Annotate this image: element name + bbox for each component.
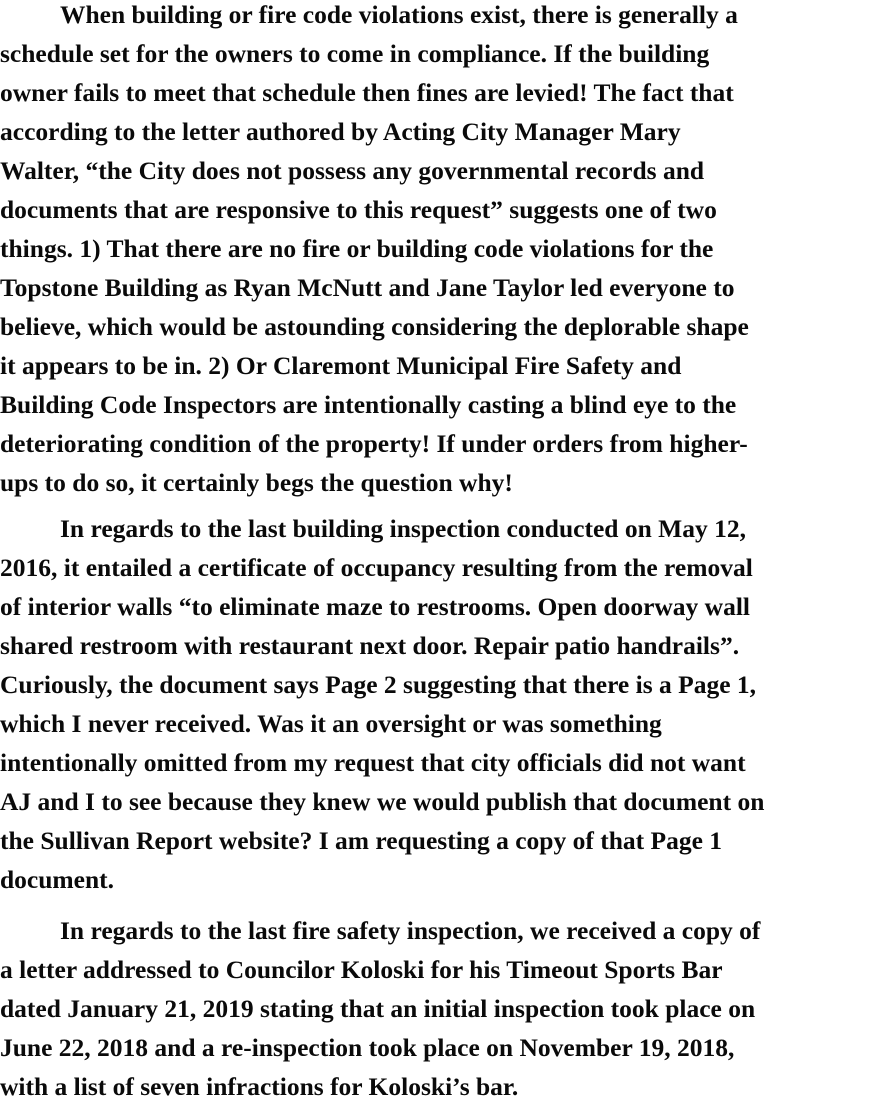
text-line: June 22, 2018 and a re-inspection took place on November 19, 2018, (0, 1033, 735, 1062)
paragraph-code-violations (0, 0, 880, 502)
text-line: In regards to the last fire safety inspection, we received a copy of (60, 916, 761, 945)
text-line: according to the letter authored by Acting City Manager Mary (0, 117, 681, 146)
paragraph-fire-inspection (0, 911, 880, 1106)
text-line: schedule set for the owners to come in compliance. If the building (0, 39, 710, 68)
text-line: a letter addressed to Councilor Koloski for his Timeout Sports Bar (0, 955, 723, 984)
text-line: Walter, “the City does not possess any governmental records and (0, 156, 705, 185)
text-line: shared restroom with restaurant next door. Repair patio handrails”. (0, 631, 740, 660)
text-line: believe, which would be astounding considering the deplorable shape (0, 312, 749, 341)
text-line: 2016, it entailed a certificate of occupancy resulting from the removal (0, 553, 753, 582)
text-line: document. (0, 865, 115, 894)
text-line: When building or fire code violations exist, there is generally a (60, 0, 738, 29)
text-line: things. 1) That there are no fire or building code violations for the (0, 234, 714, 263)
text-line: In regards to the last building inspection conducted on May 12, (60, 514, 746, 543)
text-line: intentionally omitted from my request that city officials did not want (0, 748, 746, 777)
text-line: the Sullivan Report website? I am requesting a copy of that Page 1 (0, 826, 723, 855)
text-line: dated January 21, 2019 stating that an initial inspection took place on (0, 994, 756, 1023)
text-line: of interior walls “to eliminate maze to restrooms. Open doorway wall (0, 592, 751, 621)
text-line: documents that are responsive to this request” suggests one of two (0, 195, 717, 224)
text-line: it appears to be in. 2) Or Claremont Municipal Fire Safety and (0, 351, 682, 380)
text-line: Curiously, the document says Page 2 suggesting that there is a Page 1, (0, 670, 757, 699)
paragraph-building-inspection (0, 509, 880, 899)
text-line: deteriorating condition of the property! If under orders from higher- (0, 429, 748, 458)
text-line: with a list of seven infractions for Koloski’s bar. (0, 1072, 519, 1101)
text-line: Building Code Inspectors are intentionally casting a blind eye to the (0, 390, 737, 419)
text-line: which I never received. Was it an oversight or was something (0, 709, 662, 738)
text-line: ups to do so, it certainly begs the question why! (0, 468, 513, 497)
text-line: owner fails to meet that schedule then fines are levied! The fact that (0, 78, 734, 107)
text-line: Topstone Building as Ryan McNutt and Jane Taylor led everyone to (0, 273, 735, 302)
text-line: AJ and I to see because they knew we would publish that document on (0, 787, 765, 816)
